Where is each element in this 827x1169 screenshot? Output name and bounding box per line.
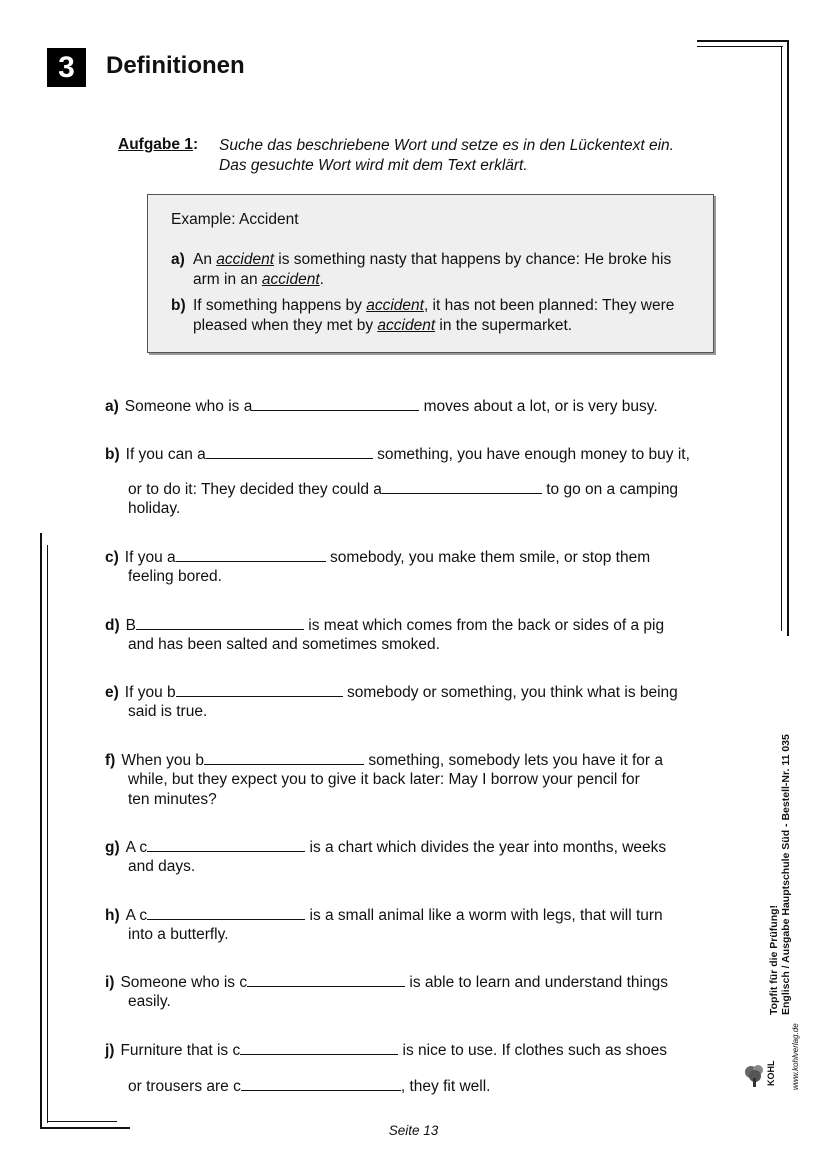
answer-blank[interactable] — [176, 682, 343, 697]
publisher-url: www.kohlverlag.de — [791, 1023, 800, 1090]
page-number: Seite 13 — [388, 1123, 439, 1138]
example-item-b: b) If something happens by accident, it has not been planned: They were pleased when they met by accident in the supermarket. — [171, 297, 675, 334]
frame-line-left-inner — [47, 545, 48, 1123]
answer-blank[interactable] — [240, 1040, 398, 1055]
question-b: b) If you can a something, you have enough money to buy it, or to do it: They decided they could a to go on a camping holiday. — [105, 446, 690, 517]
answer-blank[interactable] — [206, 444, 373, 459]
side-subtitle: Englisch / Ausgabe Hauptschule Süd - Bestell-Nr. 11 035 — [780, 734, 792, 1015]
answer-blank[interactable] — [136, 615, 304, 630]
question-i: i) Someone who is c is able to learn and understand things easily. — [105, 974, 668, 1010]
side-title: Topfit für die Prüfung! — [768, 904, 780, 1015]
chapter-number: 3 — [47, 48, 86, 87]
frame-line-top — [697, 40, 789, 42]
question-c: c) If you a somebody, you make them smile, or stop them feeling bored. — [105, 549, 651, 585]
frame-line-right — [787, 40, 789, 636]
task-label: Aufgabe 1: — [118, 136, 199, 153]
answer-blank[interactable] — [176, 547, 326, 562]
answer-blank[interactable] — [204, 750, 364, 765]
question-h: h) A c is a small animal like a worm with legs, that will turn into a butterfly. — [105, 907, 663, 943]
frame-line-top-inner — [697, 46, 783, 47]
question-f: f) When you b something, somebody lets you have it for a while, but they expect you to give it back later: May I borrow your pencil for ten minutes? — [105, 752, 664, 808]
frame-line-right-inner — [781, 46, 782, 631]
question-g: g) A c is a chart which divides the year into months, weeks and days. — [105, 839, 667, 875]
answer-blank[interactable] — [241, 1076, 401, 1091]
publisher-logo — [742, 1062, 768, 1088]
frame-line-left — [40, 533, 42, 1129]
answer-blank[interactable] — [247, 972, 405, 987]
task-instruction: Suche das beschriebene Wort und setze es in den Lückentext ein. Das gesuchte Wort wird mit dem Text erklärt. — [219, 137, 674, 174]
publisher-name: KOHL — [766, 1060, 776, 1086]
answer-blank[interactable] — [382, 479, 542, 494]
question-j: j) Furniture that is c is nice to use. If clothes such as shoes or trousers are c , they fit well. — [105, 1042, 668, 1095]
example-box — [147, 194, 714, 353]
example-title: Example: Accident — [171, 211, 299, 228]
question-a: a) Someone who is a moves about a lot, or is very busy. — [105, 398, 658, 415]
question-d: d) B is meat which comes from the back or sides of a pig and has been salted and sometimes smoked. — [105, 617, 665, 653]
answer-blank[interactable] — [252, 396, 419, 411]
answer-blank[interactable] — [147, 905, 305, 920]
example-item-a: a) An accident is something nasty that happens by chance: He broke his arm in an accident. — [171, 251, 672, 288]
question-e: e) If you b somebody or something, you think what is being said is true. — [105, 684, 678, 720]
tree-icon — [742, 1062, 768, 1088]
page-title: Definitionen — [106, 52, 245, 79]
frame-line-bottom-inner — [47, 1121, 117, 1122]
answer-blank[interactable] — [147, 837, 305, 852]
